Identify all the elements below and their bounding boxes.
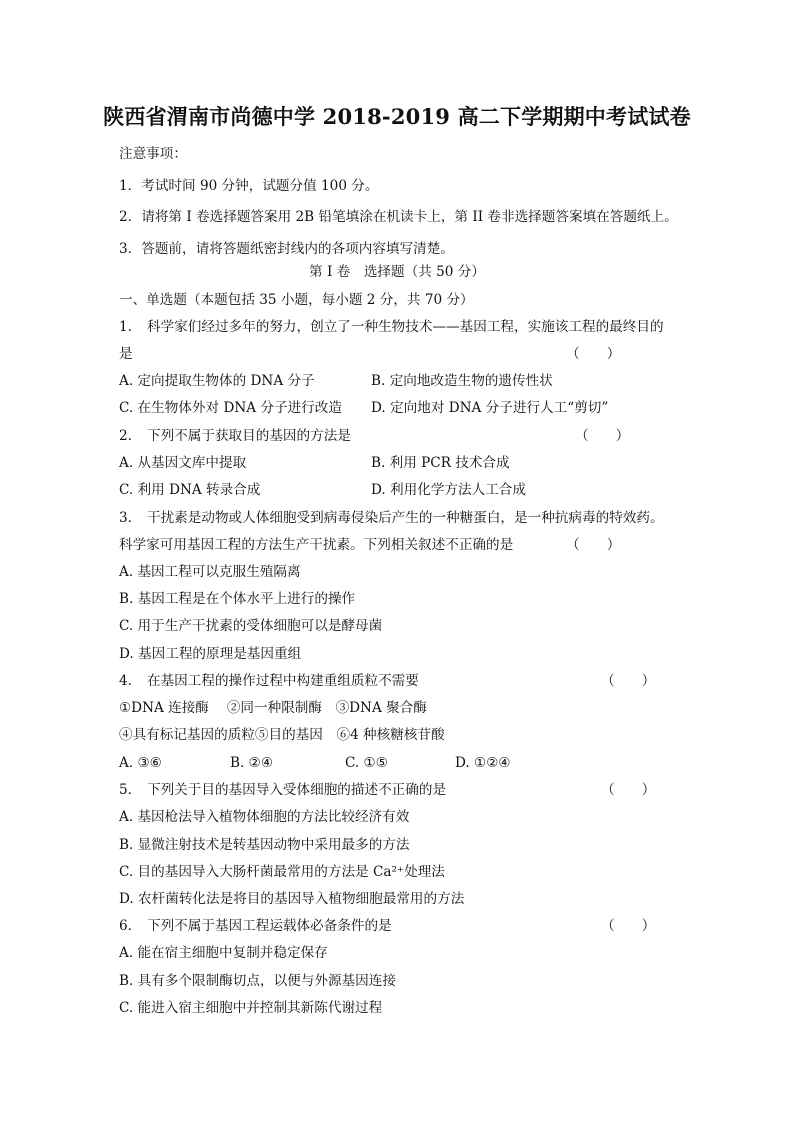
- question-text: 下列关于目的基因导入受体细胞的描述不正确的是: [147, 782, 447, 798]
- question-5-option-b: B. 显微注射技术是转基因动物中采用最多的方法: [119, 837, 410, 853]
- answer-paren: （ ）: [601, 673, 656, 689]
- answer-paren: （ ）: [601, 782, 656, 798]
- section-title: 第 I 卷 选择题（共 50 分）: [309, 264, 485, 280]
- question-1-option-c: C. 在生物体外对 DNA 分子进行改造: [119, 400, 342, 416]
- question-3-stem: [119, 509, 664, 527]
- question-4-option-d: D. ①②④: [455, 755, 511, 771]
- question-6-option-a: A. 能在宿主细胞中复制并稳定保存: [119, 945, 328, 961]
- answer-paren: （ ）: [566, 346, 621, 362]
- question-number: 1.: [119, 319, 132, 335]
- question-1-stem: [119, 318, 664, 336]
- question-4-items-1: ①DNA 连接酶 ②同一种限制酶 ③DNA 聚合酶: [119, 700, 427, 716]
- question-text: 干扰素是动物或人体细胞受到病毒侵染后产生的一种糖蛋白，是一种抗病毒的特效药。: [147, 510, 664, 526]
- question-3-option-a: A. 基因工程可以克服生殖隔离: [119, 564, 301, 580]
- note-item-1: 1．考试时间 90 分钟，试题分值 100 分。: [119, 178, 379, 194]
- question-2-option-c: C. 利用 DNA 转录合成: [119, 482, 261, 498]
- question-5-stem: [119, 781, 446, 799]
- section-subtitle: 一、单选题（本题包括 35 小题，每小题 2 分，共 70 分）: [119, 292, 474, 308]
- question-3-stem-cont: 科学家可用基因工程的方法生产干扰素。下列相关叙述不正确的是: [119, 537, 514, 553]
- question-6-option-b: B. 具有多个限制酶切点，以便与外源基因连接: [119, 973, 396, 989]
- question-2-stem: [119, 427, 351, 445]
- question-2-option-a: A. 从基因文库中提取: [119, 455, 247, 471]
- question-text: 下列不属于获取目的基因的方法是: [147, 428, 351, 444]
- question-1-option-b: B. 定向地改造生物的遗传性状: [371, 373, 553, 389]
- note-item-3: 3．答题前，请将答题纸密封线内的各项内容填写清楚。: [119, 241, 454, 257]
- question-5-option-c: C. 目的基因导入大肠杆菌最常用的方法是 Ca²⁺处理法: [119, 864, 445, 880]
- question-3-option-b: B. 基因工程是在个体水平上进行的操作: [119, 591, 356, 607]
- question-number: 4.: [119, 673, 132, 689]
- question-1-option-d: D. 定向地对 DNA 分子进行人工“剪切”: [371, 400, 609, 416]
- question-6-option-c: C. 能进入宿主细胞中并控制其新陈代谢过程: [119, 1000, 383, 1016]
- question-3-option-d: D. 基因工程的原理是基因重组: [119, 646, 302, 662]
- exam-title: 陕西省渭南市尚德中学 2018-2019 高二下学期期中考试试卷: [103, 104, 691, 129]
- question-1-stem-cont: 是: [119, 346, 133, 362]
- question-number: 5.: [119, 782, 132, 798]
- question-2-option-d: D. 利用化学方法人工合成: [371, 482, 526, 498]
- question-5-option-d: D. 农杆菌转化法是将目的基因导入植物细胞最常用的方法: [119, 891, 465, 907]
- question-3-option-c: C. 用于生产干扰素的受体细胞可以是酵母菌: [119, 618, 383, 634]
- notes-heading: 注意事项：: [119, 146, 187, 162]
- note-item-2: 2．请将第 I 卷选择题答案用 2B 铅笔填涂在机读卡上，第 II 卷非选择题答案填在答题纸上。: [119, 209, 678, 225]
- question-1-option-a: A. 定向提取生物体的 DNA 分子: [119, 373, 315, 389]
- question-text: 科学家们经过多年的努力，创立了一种生物技术——基因工程，实施该工程的最终目的: [147, 319, 664, 335]
- question-2-option-b: B. 利用 PCR 技术合成: [371, 455, 510, 471]
- answer-paren: （ ）: [575, 428, 630, 444]
- question-4-option-a: A. ③⑥: [119, 755, 162, 771]
- question-4-items-2: ④具有标记基因的质粒⑤目的基因 ⑥4 种核糖核苷酸: [119, 727, 445, 743]
- question-number: 3.: [119, 510, 132, 526]
- question-5-option-a: A. 基因枪法导入植物体细胞的方法比较经济有效: [119, 809, 410, 825]
- question-number: 2.: [119, 428, 132, 444]
- question-4-option-b: B. ②④: [230, 755, 274, 771]
- question-4-option-c: C. ①⑤: [345, 755, 388, 771]
- question-text: 下列不属于基因工程运载体必备条件的是: [147, 918, 392, 934]
- question-number: 6.: [119, 918, 132, 934]
- question-text: 在基因工程的操作过程中构建重组质粒不需要: [147, 673, 419, 689]
- answer-paren: （ ）: [566, 537, 621, 553]
- question-4-stem: [119, 672, 419, 690]
- answer-paren: （ ）: [601, 918, 656, 934]
- question-6-stem: [119, 917, 392, 935]
